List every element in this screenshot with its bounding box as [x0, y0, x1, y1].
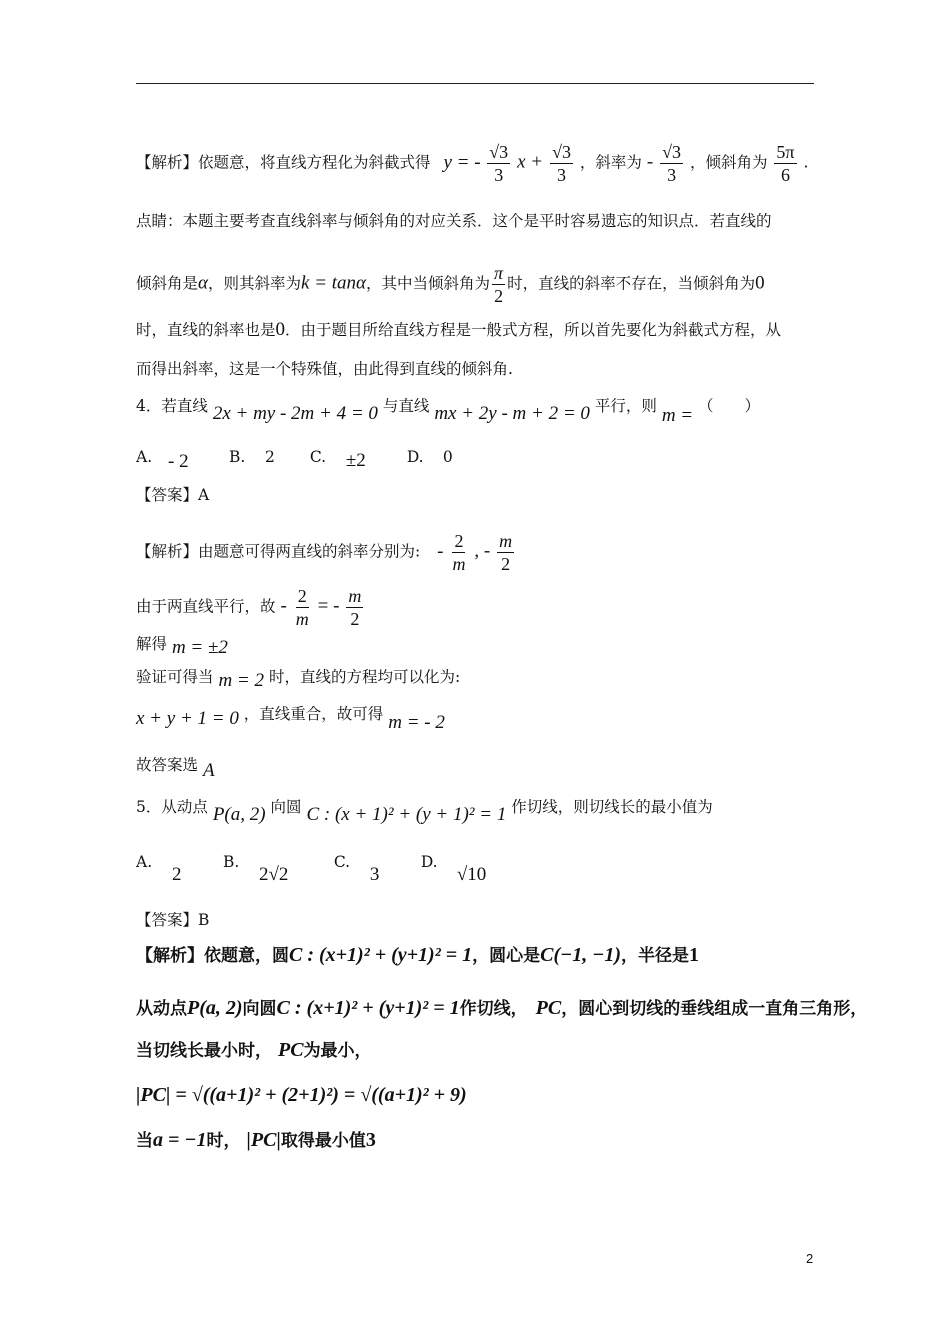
frac-3: $\frac{√3}{3}$: [662, 142, 682, 185]
q4-parallel: 由于两直线平行，故 - $\frac{2}{m}$ = - $\frac{m}{2}$: [136, 586, 362, 629]
header-rule: [136, 83, 814, 84]
q4-choose: 故答案选 A: [136, 756, 215, 781]
q4-stem: 4．若直线 2x + my - 2m + 4 = 0 与直线 mx + 2y - m + 2 = 0 平行，则 m = （ ）: [136, 397, 761, 426]
q5-stem: 5．从动点 P(a, 2) 向圆 C : (x + 1)² + (y + 1)² = 1 作切线，则切线长的最小值为: [136, 798, 713, 825]
note-line-1: 点睛：本题主要考查直线斜率与倾斜角的对应关系．这个是平时容易遗忘的知识点．若直线的: [136, 212, 772, 230]
frac-pi-2: $\frac{\pi}{2}$: [494, 263, 504, 306]
q5-analysis-2: 从动点P(a, 2)向圆C : (x+1)² + (y+1)² = 1作切线， PC，圆心到切线的垂线组成一直角三角形，: [136, 997, 868, 1019]
note-line-2: 倾斜角是α，则其斜率为k = tanα，其中当倾斜角为 $\frac{\pi}{2}$ 时，直线的斜率不存在，当倾斜角为0: [136, 263, 765, 306]
eq-x-plus: x +: [517, 151, 544, 173]
q4-solve: 解得 m = ±2: [136, 635, 228, 658]
q4-options: A. - 2 B. 2 C. ±2 D. 0: [136, 448, 453, 472]
frac-2: $\frac{√3}{3}$: [552, 142, 571, 185]
q5-options: A.2 B.2√2 C.3 D.√10: [136, 853, 487, 885]
q5-answer: 【答案】B: [136, 911, 210, 929]
q4-line-eq: x + y + 1 = 0 ，直线重合，故可得 m = - 2: [136, 705, 445, 733]
q5-analysis-1: 【解析】依题意，圆C : (x+1)² + (y+1)² = 1，圆心是C(−1, −1)，半径是1: [136, 944, 700, 966]
q5-analysis-4: |PC| = √((a+1)² + (2+1)²) = √((a+1)² + 9): [136, 1084, 467, 1106]
note-line-3: 时，直线的斜率也是0．由于题目所给直线方程是一般式方程，所以首先要化为斜截式方程，从: [136, 319, 782, 340]
frac-4: $\frac{5\pi}{6}$: [776, 142, 795, 185]
analysis-line-1: 【解析】依题意，将直线方程化为斜截式得 y = - $\frac{√3}{3}$ x + $\frac{√3}{3}$ ，斜率为 - $\frac{√3}{3}$ ，倾斜角为 $\frac{5\pi}{6}$ .: [136, 142, 809, 185]
q4-answer: 【答案】A: [136, 486, 210, 504]
q4-analysis: 【解析】由题意可得两直线的斜率分别为: - $\frac{2}{m}$ , - $\frac{m}{2}$: [136, 531, 513, 574]
frac-1: $\frac{√3}{3}$: [489, 142, 509, 185]
q4-verify: 验证可得当 m = 2 时，直线的方程均可以化为:: [136, 668, 461, 691]
page-number: 2: [806, 1251, 814, 1266]
q5-analysis-5: 当a = −1时， |PC|取得最小值3: [136, 1129, 376, 1151]
q5-analysis-3: 当切线长最小时， PC为最小，: [136, 1039, 372, 1061]
analysis-lead: 【解析】依题意，将直线方程化为斜截式得: [136, 153, 431, 172]
note-line-4: 而得出斜率，这是一个特殊值，由此得到直线的倾斜角.: [136, 360, 513, 378]
eq-y: y = -: [443, 151, 486, 173]
